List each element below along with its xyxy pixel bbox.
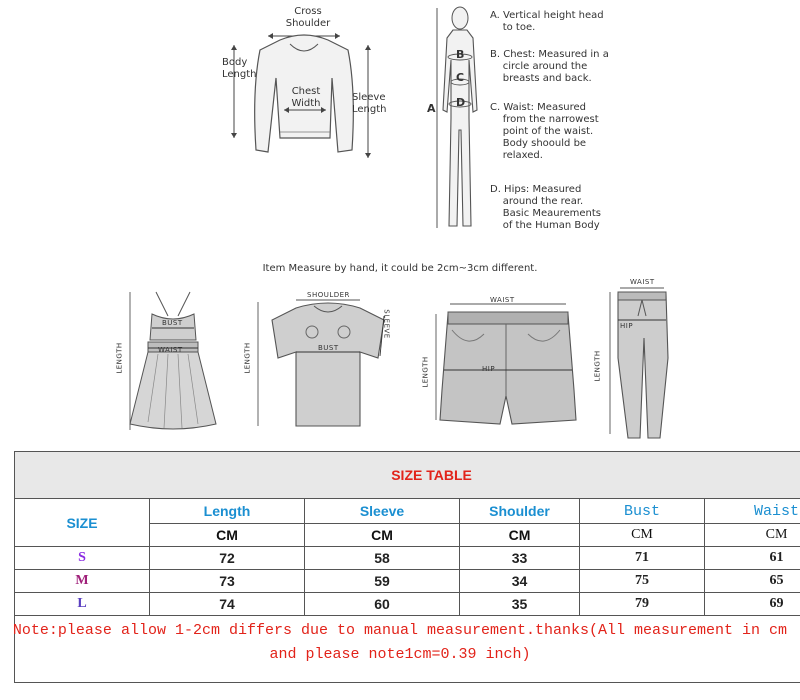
table-row [15, 593, 800, 616]
size-cell: S [15, 547, 150, 570]
value-cell: 60 [305, 593, 460, 616]
note-c: C. Waist: Measured from the narrowest point of the waist. Body shoould be relaxed. [490, 102, 599, 161]
value-cell: 74 [150, 593, 305, 616]
value-cell: 72 [150, 547, 305, 570]
label-b: B [456, 48, 465, 61]
unit-shoulder: CM [460, 524, 580, 547]
dress-waist-label: WAIST [158, 346, 183, 354]
pants-length-label: LENGTH [593, 350, 602, 382]
body-length-label: Body Length [222, 57, 257, 80]
tshirt-length-label: LENGTH [243, 342, 252, 374]
shorts-hip-label: HIP [482, 365, 496, 373]
value-cell: 35 [460, 593, 580, 616]
item-measure-caption: Item Measure by hand, it could be 2cm~3cm different. [262, 263, 538, 274]
value-cell: 65 [705, 570, 800, 593]
value-cell: 61 [705, 547, 800, 570]
col-header-shoulder: Shoulder [460, 499, 580, 524]
tshirt-shoulder-label: SHOULDER [307, 291, 350, 299]
dress-diagram [115, 288, 228, 440]
note-d: D. Hips: Measured around the rear. Basic Meaurements of the Human Body [490, 184, 602, 231]
unit-length: CM [150, 524, 305, 547]
shorts-length-label: LENGTH [421, 356, 430, 388]
value-cell: 75 [580, 570, 705, 593]
size-header: SIZE [15, 499, 150, 547]
table-row [15, 547, 800, 570]
tshirt-bust-label: BUST [318, 344, 339, 352]
value-cell: 34 [460, 570, 580, 593]
dress-length-label: LENGTH [115, 342, 124, 374]
size-table-title: SIZE TABLE [15, 452, 800, 499]
tshirt-sleeve-label: SLEEVE [382, 309, 391, 339]
value-cell: 59 [305, 570, 460, 593]
col-header-length: Length [150, 499, 305, 524]
value-cell: 73 [150, 570, 305, 593]
label-c: C [456, 71, 465, 84]
cross-shoulder-label: Cross Shoulder [285, 6, 331, 29]
value-cell: 71 [580, 547, 705, 570]
value-cell: 58 [305, 547, 460, 570]
label-d: D [456, 96, 466, 109]
value-cell: 79 [580, 593, 705, 616]
col-header-bust: Bust [580, 499, 705, 524]
note-b: B. Chest: Measured in a circle around the breasts and back. [490, 49, 609, 84]
chest-width-label: Chest Width [291, 86, 321, 109]
pants-diagram [598, 278, 688, 444]
note-a: A. Vertical height head to toe. [490, 10, 604, 33]
label-a: A [427, 102, 436, 115]
size-cell: L [15, 593, 150, 616]
note-line-2: and please note1cm=0.39 inch) [269, 646, 531, 663]
shorts-diagram [428, 290, 578, 440]
pants-hip-label: HIP [620, 322, 634, 330]
col-header-waist: Waist [705, 499, 800, 524]
col-header-sleeve: Sleeve [305, 499, 460, 524]
unit-bust: CM [580, 524, 705, 547]
pants-waist-label: WAIST [630, 278, 655, 286]
unit-waist: CM [705, 524, 800, 547]
table-row [15, 570, 800, 593]
sleeve-length-label: Sleeve Length [352, 92, 387, 115]
value-cell: 69 [705, 593, 800, 616]
unit-sleeve: CM [305, 524, 460, 547]
size-cell: M [15, 570, 150, 593]
note-line-1: Note:please allow 1-2cm differs due to manual measurement.thanks(All measurement in cm [12, 622, 788, 639]
body-figure [425, 0, 485, 240]
shorts-waist-label: WAIST [490, 296, 515, 304]
dress-bust-label: BUST [162, 319, 183, 327]
value-cell: 33 [460, 547, 580, 570]
